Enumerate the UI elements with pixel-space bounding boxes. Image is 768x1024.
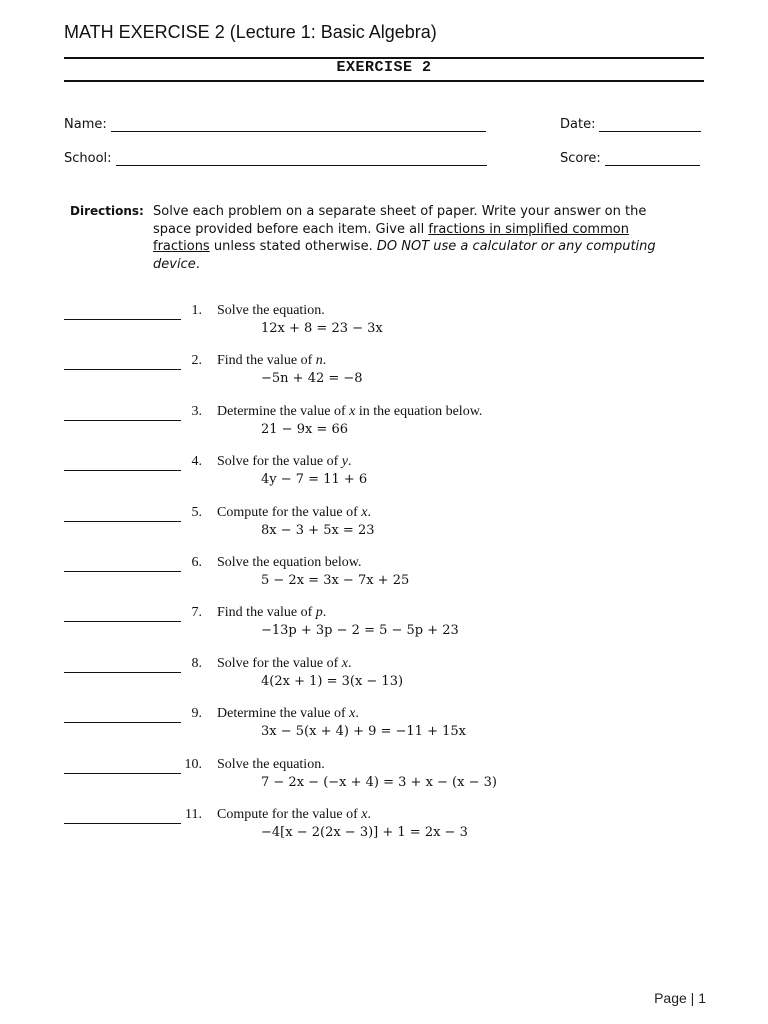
problem-item (0, 656, 768, 702)
directions-italic: DO NOT use a calculator or any computing device (153, 239, 656, 272)
date-label: Date: (560, 117, 596, 132)
instruction-text: Solve for the value of (217, 655, 342, 671)
problem-item (0, 555, 768, 601)
answer-blank[interactable] (64, 823, 181, 824)
name-blank[interactable] (111, 118, 486, 132)
instruction-variable: x (349, 403, 356, 419)
problem-instruction (217, 656, 352, 672)
instruction-variable: y (341, 454, 349, 470)
answer-blank[interactable] (64, 571, 181, 572)
directions-text-3: . (195, 256, 200, 272)
instruction-variable: x (361, 504, 368, 520)
score-blank[interactable] (605, 152, 700, 166)
answer-blank[interactable] (64, 521, 181, 522)
instruction-text-end: . (367, 504, 371, 520)
problem-instruction (217, 454, 352, 470)
problem-instruction (217, 706, 359, 722)
instruction-text: Compute for the value of (217, 504, 362, 520)
problem-item (0, 605, 768, 651)
problem-equation: −13p + 3p − 2 = 5 − 5p + 23 (261, 623, 459, 639)
problem-instruction (217, 404, 482, 420)
problem-equation: 3x − 5(x + 4) + 9 = −11 + 15x (261, 724, 466, 740)
problem-item (0, 454, 768, 500)
answer-blank[interactable] (64, 621, 181, 622)
instruction-text-end: . (367, 807, 371, 822)
problem-number: 2. (191, 353, 202, 369)
problem-number: 3. (191, 403, 202, 419)
date-field[interactable] (560, 117, 701, 132)
problem-equation: 21 − 9x = 66 (261, 421, 349, 437)
school-label: School: (64, 151, 112, 166)
problem-instruction: Solve the equation below. (217, 555, 362, 570)
instruction-text: Solve for the value of (217, 454, 342, 470)
directions-underlined: fractions in simplified common fractions (153, 221, 629, 254)
page-number: Page | 1 (654, 990, 706, 1006)
problem-number: 10. (184, 756, 202, 772)
problem-item (0, 404, 768, 450)
answer-blank[interactable] (64, 420, 181, 421)
answer-blank[interactable] (64, 319, 181, 320)
instruction-text-end: in the equation below. (355, 403, 483, 419)
problem-item (0, 807, 768, 853)
answer-blank[interactable] (64, 722, 181, 723)
instruction-variable: n (315, 353, 323, 369)
instruction-variable: x (349, 706, 356, 722)
instruction-text: Determine the value of (217, 706, 350, 722)
school-blank[interactable] (116, 152, 487, 166)
instruction-text-end: . (322, 353, 327, 369)
directions-block (70, 203, 670, 273)
problem-number: 11. (185, 807, 202, 822)
answer-blank[interactable] (64, 672, 181, 673)
problem-instruction: Solve the equation. (217, 756, 325, 772)
problem-item (0, 706, 768, 752)
problem-number: 5. (191, 504, 202, 520)
problem-equation: 8x − 3 + 5x = 23 (261, 522, 375, 538)
problem-equation: 12x + 8 = 23 − 3x (261, 321, 383, 336)
instruction-text: Find the value of (217, 353, 316, 369)
instruction-text-end: . (322, 605, 327, 621)
problem-equation: −5n + 42 = −8 (261, 371, 363, 387)
instruction-text: Compute for the value of (217, 807, 362, 822)
date-blank[interactable] (599, 118, 701, 132)
instruction-text: Determine the value of (217, 403, 350, 419)
problem-item (0, 303, 768, 349)
problem-equation: 5 − 2x = 3x − 7x + 25 (261, 573, 410, 588)
problem-instruction: Solve the equation. (217, 303, 325, 318)
problem-equation: 4y − 7 = 11 + 6 (261, 472, 368, 488)
problem-equation: 7 − 2x − (−x + 4) = 3 + x − (x − 3) (261, 774, 497, 790)
problem-number: 7. (191, 605, 202, 621)
exercise-title: EXERCISE 2 (336, 59, 432, 76)
directions-text-2: unless stated otherwise. (209, 239, 377, 254)
instruction-variable: x (361, 807, 368, 822)
problem-item (0, 505, 768, 551)
answer-blank[interactable] (64, 470, 181, 471)
score-label: Score: (560, 151, 601, 166)
instruction-variable: p (315, 605, 323, 621)
problem-number: 6. (191, 555, 202, 570)
name-field[interactable] (64, 117, 486, 132)
page-title: MATH EXERCISE 2 (Lecture 1: Basic Algebra) (64, 22, 437, 42)
directions-text-1: Solve each problem on a separate sheet of paper. Write your answer on the space provided before each item. Give all (153, 204, 647, 237)
answer-blank[interactable] (64, 773, 181, 774)
problem-equation: 4(2x + 1) = 3(x − 13) (261, 673, 404, 689)
problem-instruction (217, 353, 326, 369)
school-field[interactable] (64, 151, 487, 166)
instruction-text-end: . (348, 655, 352, 671)
problem-instruction (217, 505, 371, 521)
instruction-text-end: . (348, 454, 352, 470)
problem-number: 8. (191, 655, 202, 671)
instruction-text: Find the value of (217, 605, 316, 621)
problem-instruction (217, 605, 326, 621)
problem-item (0, 353, 768, 399)
problem-number: 1. (191, 303, 202, 318)
problem-number: 4. (191, 454, 202, 470)
score-field[interactable] (560, 151, 700, 166)
header-rule-bottom (64, 80, 704, 82)
instruction-text-end: . (355, 706, 359, 722)
problem-number: 9. (191, 706, 202, 722)
instruction-variable: x (341, 655, 349, 671)
directions-label: Directions: (70, 204, 144, 218)
name-label: Name: (64, 117, 107, 132)
problem-equation: −4[x − 2(2x − 3)] + 1 = 2x − 3 (261, 825, 468, 840)
answer-blank[interactable] (64, 369, 181, 370)
problem-instruction (217, 807, 371, 823)
problem-item (0, 757, 768, 803)
directions-text (153, 203, 669, 273)
